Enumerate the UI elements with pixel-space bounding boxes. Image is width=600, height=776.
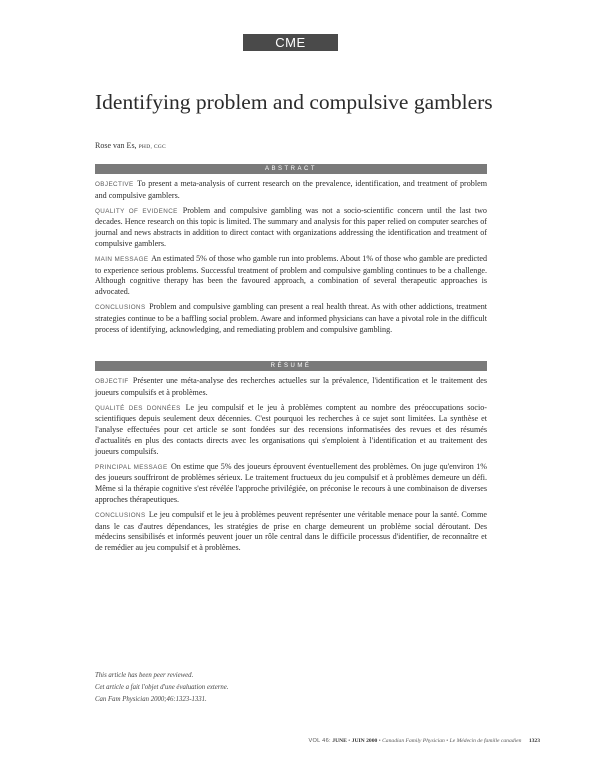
footer-month-fr: JUIN 2000 xyxy=(351,738,378,744)
resume-principal-message xyxy=(95,462,487,506)
resume-qualite-des-donnees xyxy=(95,403,487,458)
section-label: OBJECTIF xyxy=(95,378,129,385)
footer-separator: • xyxy=(378,738,381,744)
resume-objectif xyxy=(95,376,487,399)
abstract-objective xyxy=(95,179,487,202)
article-title: Identifying problem and compulsive gamblers xyxy=(95,90,493,114)
author-credentials: PHD, CGC xyxy=(138,144,167,150)
section-text: On estime que 5% des joueurs éprouvent éventuellement des problèmes. On juge qu'environ 1% des joueurs souffriront de problèmes sérieux. Le traitement fructueux du jeu compulsif et à problèmes demeure un défi. Même si la thérapie cognitive s'est révélée l'approche privilégiée, on préconise le recours à une combinaison de diverses approches thérapeutiques. xyxy=(95,461,488,504)
section-text: Problem and compulsive gambling can present a real health threat. As with other addictions, treatment strategies continue to be a baffling social problem. Aware and informed physicians can have a pivotal role in the difficult process of identifying, acknowledging, and remediating problem and compulsive gambling. xyxy=(95,301,487,334)
footer-volume: VOL 46: xyxy=(308,738,331,744)
author-name: Rose van Es, xyxy=(95,141,137,150)
abstract-section xyxy=(95,179,487,339)
footer-separator: • xyxy=(446,738,449,744)
footnotes xyxy=(95,670,229,706)
peer-review-note-fr: Cet article a fait l'objet d'une évaluation externe. xyxy=(95,684,229,691)
author-line xyxy=(95,141,166,150)
resume-section xyxy=(95,376,487,558)
section-label: CONCLUSIONS xyxy=(95,511,146,519)
section-label: PRINCIPAL MESSAGE xyxy=(95,463,168,471)
section-text: To present a meta-analysis of current research on the prevalence, identification, and treatment of problem and compulsive gamblers. xyxy=(95,179,487,200)
section-text: Problem and compulsive gambling was not a socio-scientific concern until the last two decades. Hence research on this topic is limited. The summary and analysis for this paper relied on computer searches of journal and news abstracts in addition to direct contact with organizations addressing the identification and treatment of compulsive gamblers. xyxy=(95,205,487,248)
peer-review-note-en: This article has been peer reviewed. xyxy=(95,672,194,679)
abstract-conclusions xyxy=(95,302,487,335)
section-text: Le jeu compulsif et le jeu à problèmes peuvent représenter une véritable menace pour la santé. Comme dans le cas d'autres dépendances, les stratégies de prise en charge demeurent un problème social déroutant. Des médecins sensibilisés et informés peuvent jouer un rôle central dans le difficile processus d'identifier, de reconnaître et de remédier au jeu compulsif et à problèmes. xyxy=(95,509,487,553)
section-text: Présenter une méta-analyse des recherches actuelles sur la prévalence, l'identification et le traitement des joueurs compulsifs et à problèmes. xyxy=(95,376,487,397)
page-footer xyxy=(308,738,540,744)
abstract-heading: ABSTRACT xyxy=(95,164,487,174)
section-label: MAIN MESSAGE xyxy=(95,255,149,263)
footer-month-en: JUNE xyxy=(332,738,347,744)
section-text: An estimated 5% of those who gamble run into problems. About 1% of those who gamble are predicted to experience serious problems. Successful treatment of problem and compulsive gambling continues to be a challenge. Although cognitive therapy has been the favoured approach, a combination of several therapeutic approaches is advocated. xyxy=(95,253,487,297)
cme-tab: CME xyxy=(243,34,338,51)
footer-journal-fr: Le Médecin de famille canadien xyxy=(449,738,522,744)
abstract-quality-of-evidence xyxy=(95,206,487,250)
footer-separator: • xyxy=(348,738,351,744)
citation: Can Fam Physician 2000;46:1323-1331. xyxy=(95,696,207,703)
section-label: CONCLUSIONS xyxy=(95,303,146,311)
resume-conclusions xyxy=(95,510,487,554)
footer-journal-en: Canadian Family Physician xyxy=(382,738,445,744)
section-label: QUALITY OF EVIDENCE xyxy=(95,207,178,215)
section-label: QUALITÉ DES DONNÉES xyxy=(95,404,181,412)
section-text: Le jeu compulsif et le jeu à problèmes comptent au nombre des préoccupations socio-scientifiques depuis seulement deux décennies. C'est pourquoi les recherches à ce sujet sont limitées. La synthèse et l'analyse effectuées pour cet article se sont fondées sur des recensions informatisées des revues et des résumés d'actualités en plus des contacts directs avec les organisations qui s'emploient à l'identification et au traitement des joueurs compulsifs. xyxy=(95,402,487,456)
page-number: 1323 xyxy=(528,738,540,744)
section-label: OBJECTIVE xyxy=(95,181,134,188)
resume-heading: RÉSUMÉ xyxy=(95,361,487,371)
abstract-main-message xyxy=(95,254,487,298)
